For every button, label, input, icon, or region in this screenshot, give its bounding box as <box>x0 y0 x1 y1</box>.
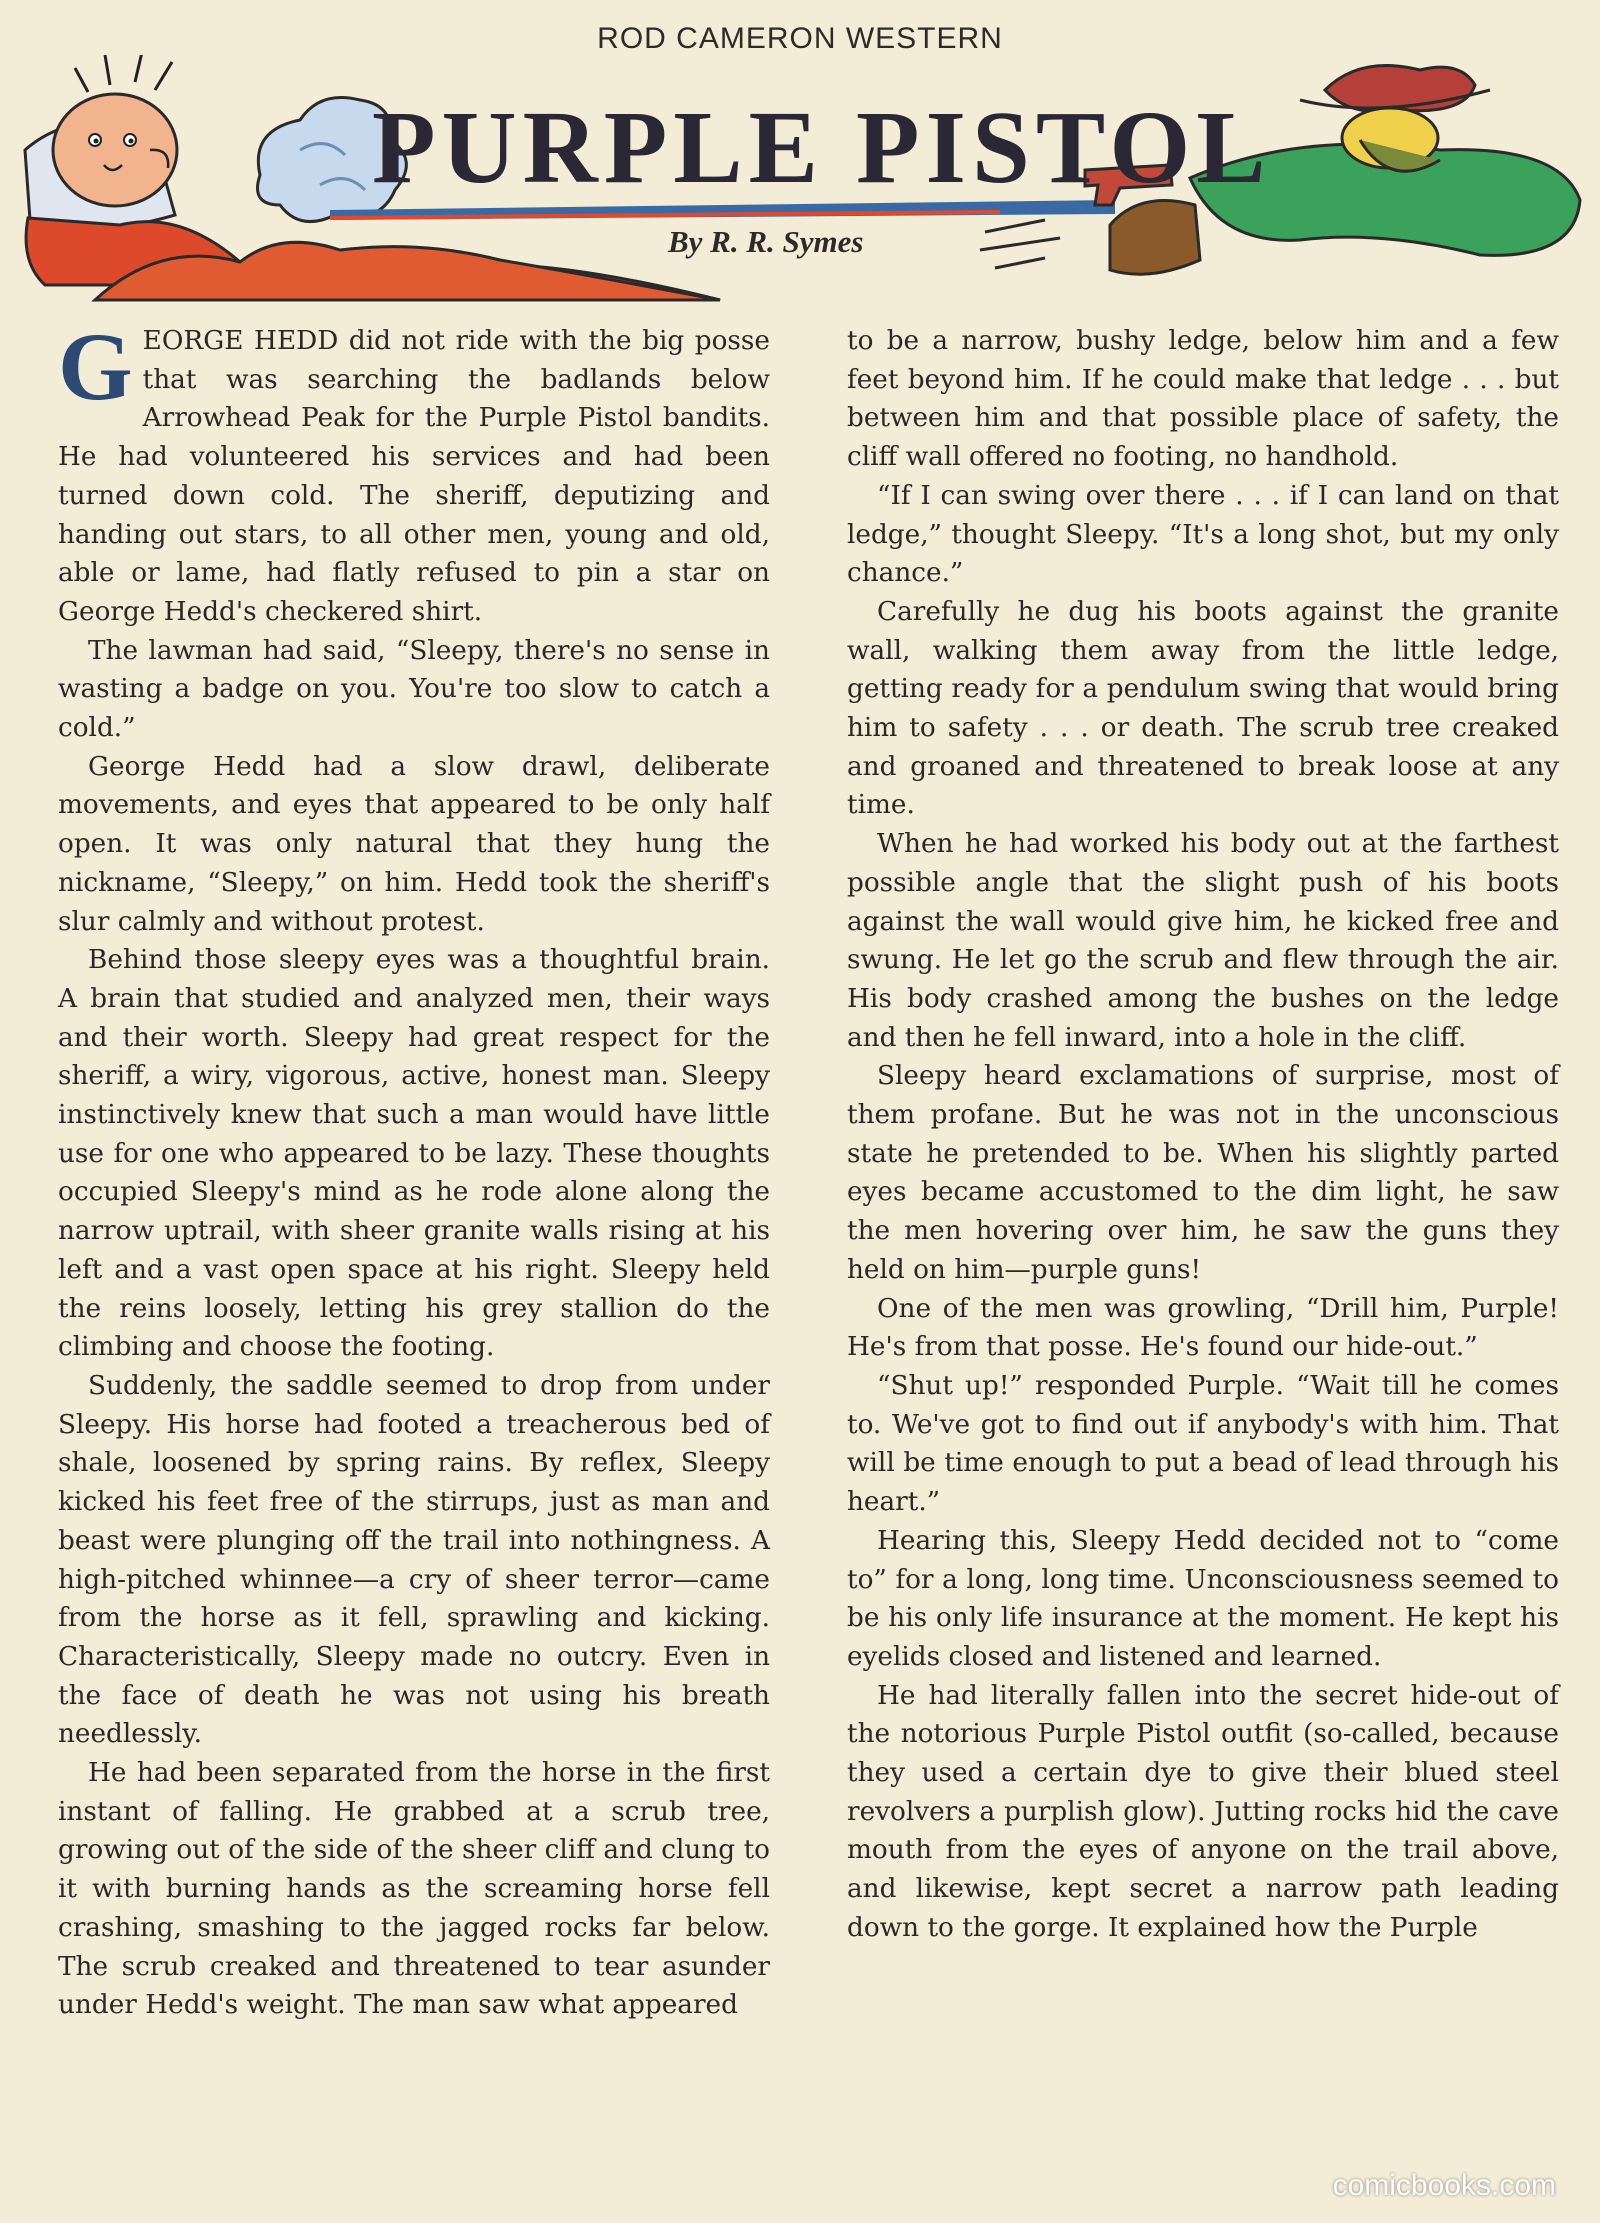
byline: By R. R. Symes <box>668 224 864 259</box>
paragraph: Behind those sleepy eyes was a thoughtful brain. A brain that studied and analyzed men, their ways and their worth. Sleepy had great respect for the sheriff, a wiry, vigorous, active, honest man. Sleepy instinctively knew that such a man would have little use for one who appeared to be lazy. These thoughts occupied Sleepy's mind as he rode alone along the narrow uptrail, with sheer granite walls rising at his left and a vast open space at his right. Sleepy held the reins loosely, letting his grey stallion do the climbing and choose the footing. <box>58 945 770 1363</box>
paragraph: Sleepy heard exclamations of surprise, most of them profane. But he was not in the unconscious state he pretended to be. When his slightly parted eyes became accustomed to the dim light, he saw the men hovering over him, he saw the guns they held on him—purple guns! <box>847 1061 1559 1285</box>
speed-lines-illustration <box>980 220 1060 268</box>
paragraph-text: EORGE HEDD did not ride with the big posse that was searching the badlands below Arrowhead Peak for the Purple Pistol bandits. He had volunteered his services and had been turned down cold. The sheriff, deputizing and handing out stars, to all other men, young and old, able or lame, had flatly refused to pin a star on George Hedd's checkered shirt. <box>58 326 770 627</box>
paragraph: Suddenly, the saddle seemed to drop from under Sleepy. His horse had footed a treacherous bed of shale, loosened by spring rains. By reflex, Sleepy kicked his feet free of the stirrups, just as man and beast were plunging off the trail into nothingness. A high-pitched whinnee—a cry of sheer terror—came from the horse as it fell, sprawling and kicking. Characteristically, Sleepy made no outcry. Even in the face of death he was not using his breath needlessly. <box>58 1370 770 1750</box>
paragraph: He had literally fallen into the secret hide-out of the notorious Purple Pistol outfit (so-called, because they used a certain dye to give their blued steel revolvers a purplish glow). Jutting rocks hid the cave mouth from the eyes of anyone on the trail above, and likewise, kept secret a narrow path leading down to the gorge. It explained how the Purple <box>847 1680 1559 1943</box>
left-text-column <box>58 313 770 2025</box>
running-head: ROD CAMERON WESTERN <box>597 22 1003 55</box>
paragraph: When he had worked his body out at the farthest possible angle that the slight push of his boots against the wall would give him, he kicked free and swung. He let go the scrub and flew through the air. His body crashed among the bushes on the ledge and then he fell inward, into a hole in the cliff. <box>847 829 1559 1053</box>
paragraph: He had been separated from the horse in the first instant of falling. He grabbed at a scrub tree, growing out of the side of the sheer cliff and clung to it with burning hands as the screaming horse fell crashing, smashing to the jagged rocks far below. The scrub creaked and threatened to tear asunder under Hedd's weight. The man saw what appeared <box>58 1758 770 2021</box>
paragraph: The lawman had said, “Sleepy, there's no sense in wasting a badge on you. You're too slow to catch a cold.” <box>58 635 770 744</box>
paragraph: “If I can swing over there . . . if I can land on that ledge,” thought Sleepy. “It's a long shot, but my only chance.” <box>847 480 1559 589</box>
right-text-column <box>847 322 1559 1948</box>
site-watermark: comicbooks.com <box>1332 2169 1556 2202</box>
drop-cap: G <box>58 313 133 420</box>
paragraph <box>58 313 770 632</box>
paragraph: “Shut up!” responded Purple. “Wait till he comes to. We've got to find out if anybody's with him. That will be time enough to put a bead of lead through his heart.” <box>847 1370 1559 1518</box>
paragraph: to be a narrow, bushy ledge, below him and a few feet beyond him. If he could make that ledge . . . but between him and that possible place of safety, the cliff wall offered no footing, no handhold. <box>847 326 1559 473</box>
paragraph: Hearing this, Sleepy Hedd decided not to “come to” for a long, long time. Unconsciousness seemed to be his only life insurance at the moment. He kept his eyelids closed and listened and learned. <box>847 1525 1559 1672</box>
story-title: PURPLE PISTOL <box>372 90 1272 205</box>
cowboy-hat-illustration <box>1325 66 1475 112</box>
paragraph: One of the men was growling, “Drill him, Purple! He's from that posse. He's found our hide-out.” <box>847 1293 1559 1363</box>
paragraph: George Hedd had a slow drawl, deliberate movements, and eyes that appeared to be only half open. It was only natural that they hung the nickname, “Sleepy,” on him. Hedd took the sheriff's slur calmly and without protest. <box>58 751 770 937</box>
paragraph: Carefully he dug his boots against the granite wall, walking them away from the little ledge, getting ready for a pendulum swing that would bring him to safety . . . or death. The scrub tree creaked and groaned and threatened to break loose at any time. <box>847 596 1559 821</box>
